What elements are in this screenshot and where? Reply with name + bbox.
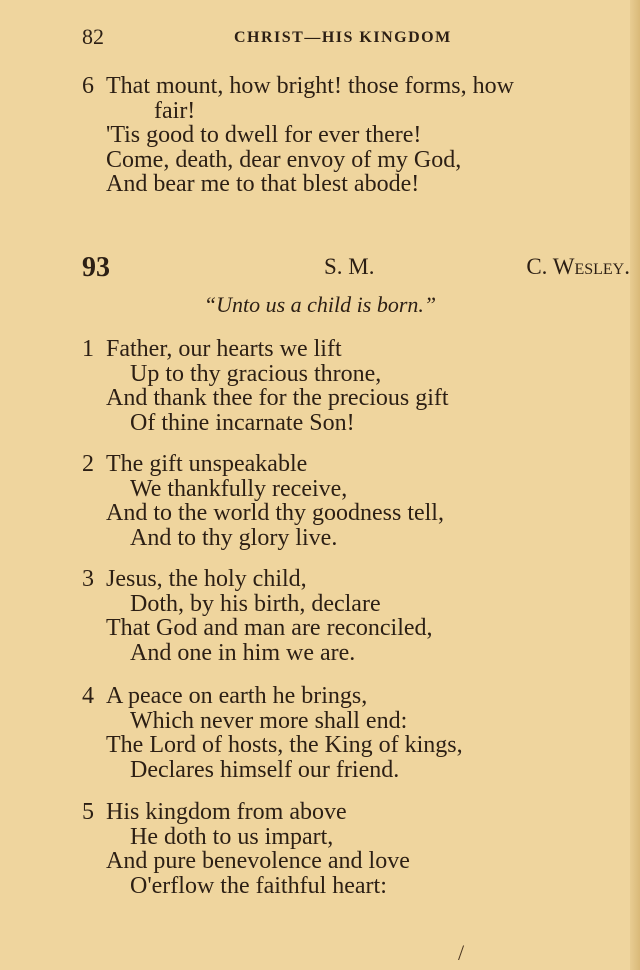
stanza-number: 5: [82, 799, 94, 825]
stanza-line: 2 The gift unspeakable: [82, 451, 308, 477]
stanza-line: fair!: [154, 97, 196, 124]
stanza-line: And to the world thy goodness tell,: [106, 500, 444, 526]
hymn-meter: S. M.: [324, 254, 375, 279]
stanza-5: [82, 800, 634, 898]
stanza-line: 4 A peace on earth he brings,: [82, 683, 368, 709]
stanza-2: [82, 452, 634, 550]
hymn-number: 93: [82, 252, 110, 283]
running-title: CHRIST—HIS KINGDOM: [234, 29, 452, 46]
stanza-line: 1 Father, our hearts we lift: [82, 336, 342, 362]
stanza-line: 5 His kingdom from above: [82, 799, 347, 825]
page-number: 82: [82, 24, 104, 49]
stanza-3: [82, 567, 634, 665]
stanza-line: And one in him we are.: [130, 639, 356, 666]
stanza-number: 2: [82, 451, 94, 477]
stanza-line: And bear me to that blest abode!: [106, 171, 420, 197]
stanza-4: [82, 684, 634, 782]
stanza-line: Which never more shall end:: [130, 707, 408, 734]
stanza-number: 4: [82, 683, 94, 709]
stanza-line: And thank thee for the precious gift: [106, 385, 449, 411]
page-header: [82, 24, 582, 52]
prev-stanza: [82, 74, 634, 197]
stanza-line: That God and man are reconciled,: [106, 615, 433, 641]
stanza-line: Of thine incarnate Son!: [130, 409, 355, 436]
stanza-line: And pure benevolence and love: [106, 848, 410, 874]
stanza-line: 6 That mount, how bright! those forms, how: [82, 73, 514, 99]
stanza-line: The Lord of hosts, the King of kings,: [106, 732, 463, 758]
stanza-line: 'Tis good to dwell for ever there!: [106, 122, 422, 148]
stanza-line: And to thy glory live.: [130, 524, 338, 551]
stanza-line: O'erflow the faithful heart:: [130, 872, 387, 899]
stanza-line: 3 Jesus, the holy child,: [82, 566, 307, 592]
stanza-number: 6: [82, 73, 94, 99]
footer-mark: /: [458, 940, 465, 965]
hymn-epigraph: “Unto us a child is born.”: [203, 292, 437, 317]
stanza-line: Up to thy gracious throne,: [130, 360, 382, 387]
stanza-line: We thankfully receive,: [130, 475, 348, 502]
stanza-line: Doth, by his birth, declare: [130, 590, 381, 617]
stanza-line: Declares himself our friend.: [130, 756, 400, 783]
hymn-heading: [82, 252, 630, 282]
hymn-author: C. Wesley.: [526, 254, 630, 279]
stanza-line: Come, death, dear envoy of my God,: [106, 146, 462, 173]
stanza-number: 1: [82, 336, 94, 362]
stanza-line: He doth to us impart,: [130, 823, 334, 850]
stanza-1: [82, 337, 634, 435]
stanza-number: 3: [82, 566, 94, 592]
